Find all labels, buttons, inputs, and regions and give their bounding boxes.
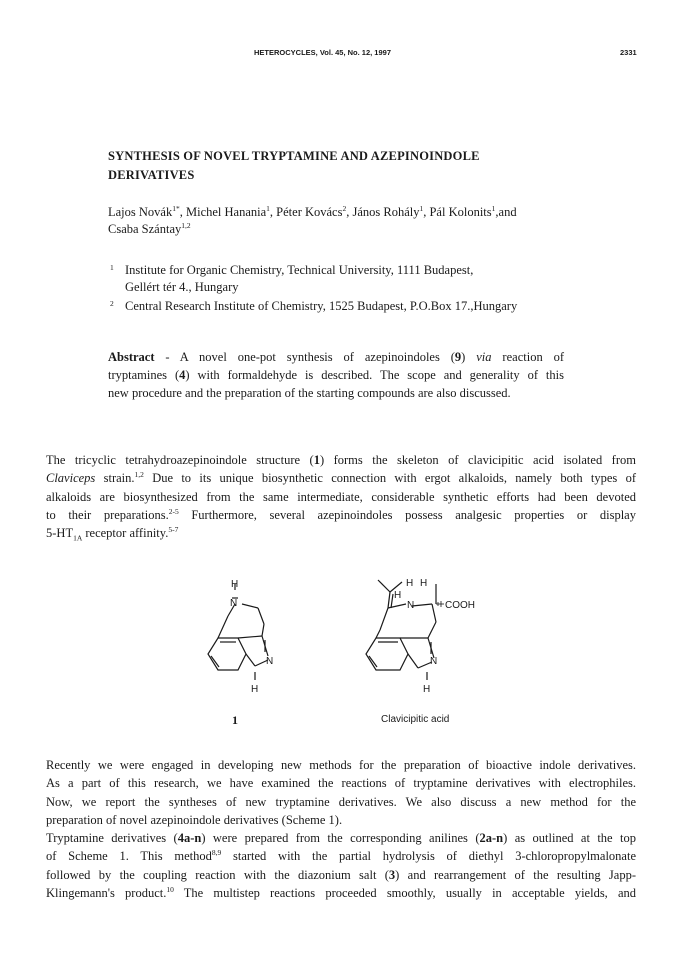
compound-ref: 4a-n bbox=[177, 831, 202, 846]
abstract-text: reaction of bbox=[491, 350, 565, 364]
cooh-label: COOH bbox=[445, 600, 475, 611]
subscript: 1A bbox=[73, 533, 83, 543]
title-line-1: SYNTHESIS OF NOVEL TRYPTAMINE AND AZEPINOINDOLE bbox=[108, 149, 480, 163]
compound-ref: 2a-n bbox=[479, 831, 504, 846]
atom-label: H bbox=[420, 578, 428, 589]
body-text: Now, we report the syntheses of new tryptamine derivatives. We also discuss a new method for the bbox=[46, 794, 636, 809]
author-tail: ,and bbox=[495, 205, 517, 219]
affiliations: 1 Institute for Organic Chemistry, Technical University, 1111 Budapest, Gellért tér 4., Hungary 2 Central Research Institute of Chemistry, 1525 Budapest, P.O.Box 17.,Hungary bbox=[110, 263, 518, 313]
author-name: Csaba Szántay bbox=[108, 221, 182, 236]
author-name: , János Rohály bbox=[346, 205, 420, 219]
body-text: strain. bbox=[95, 471, 135, 486]
wedge-bond bbox=[436, 601, 444, 607]
body-text: The multistep reactions proceeded smoothly, usually in acceptable yields, and bbox=[173, 886, 637, 901]
author-sup: 1 bbox=[491, 203, 496, 213]
body-text: As a part of this research, we have examined the reactions of tryptamine derivatives with electrophiles. bbox=[46, 776, 636, 791]
abstract-text: ) with formaldehyde is described. The scope and generality of this bbox=[185, 368, 564, 382]
paper-title bbox=[108, 147, 480, 185]
body-text: ) forms the skeleton of clavicipitic acid isolated from bbox=[319, 453, 636, 467]
compound-ref: 9 bbox=[454, 350, 462, 364]
body-text: Claviceps bbox=[46, 471, 96, 486]
abstract-label: Abstract bbox=[108, 350, 155, 364]
citation: 10 bbox=[166, 884, 174, 894]
compound-ref: 3 bbox=[388, 867, 396, 882]
body-text: of Scheme 1. This method bbox=[46, 849, 212, 864]
body-text: ) as outlined at the top bbox=[503, 831, 636, 846]
author-sup: 1 bbox=[419, 203, 424, 213]
structure-figure bbox=[180, 568, 500, 708]
body-text: The tricyclic tetrahydroazepinoindole structure ( bbox=[46, 453, 314, 467]
affiliation-2: Central Research Institute of Chemistry, 1525 Budapest, P.O.Box 17.,Hungary bbox=[125, 299, 518, 313]
body-text: Klingemann's product. bbox=[46, 886, 167, 901]
body-text: started with the partial hydrolysis of diethyl 3-chloropropylmalonate bbox=[221, 849, 636, 864]
atom-label: H bbox=[231, 579, 239, 590]
author-name: , Pál Kolonits bbox=[423, 205, 492, 219]
body-text: Due to its unique biosynthetic connection with ergot alkaloids, namely both types of bbox=[143, 471, 636, 486]
body-text: Furthermore, several azepinoindoles possess analgesic properties or display bbox=[178, 507, 636, 522]
title-line-2: DERIVATIVES bbox=[108, 168, 195, 182]
author-sup: 1* bbox=[172, 203, 180, 213]
abstract bbox=[108, 348, 564, 402]
atom-label: H bbox=[251, 684, 259, 695]
author-sup: 1 bbox=[266, 203, 270, 213]
atom-label: H bbox=[423, 684, 431, 695]
compound-label-clavicipitic-acid: Clavicipitic acid bbox=[381, 714, 450, 725]
affiliation-1-line-2: Gellért tér 4., Hungary bbox=[125, 280, 239, 294]
citation: 8,9 bbox=[211, 848, 222, 858]
atom-label: H bbox=[394, 590, 402, 601]
author-name: , Michel Hanania bbox=[179, 205, 267, 219]
abstract-text: via bbox=[476, 350, 492, 364]
citation: 2-5 bbox=[168, 506, 179, 516]
body-text: 5-HT bbox=[46, 526, 74, 541]
structure-1 bbox=[208, 584, 268, 680]
compound-ref: 4 bbox=[179, 368, 186, 382]
author-sup: 2 bbox=[342, 203, 347, 213]
body-text: receptor affinity. bbox=[82, 526, 169, 541]
author-name: Lajos Novák bbox=[108, 205, 173, 219]
author-name: , Péter Kovács bbox=[269, 205, 343, 219]
atom-label: N bbox=[430, 656, 438, 667]
body-text: ) were prepared from the corresponding anilines ( bbox=[201, 831, 480, 846]
citation: 1,2 bbox=[134, 470, 144, 480]
author-sup: 1,2 bbox=[181, 220, 191, 230]
results-paragraph bbox=[46, 756, 636, 902]
body-text: Recently we were engaged in developing new methods for the preparation of bioactive indole derivatives. bbox=[46, 758, 636, 772]
atom-label: N bbox=[266, 656, 274, 667]
intro-paragraph bbox=[46, 451, 636, 542]
body-text: ) and rearrangement of the resulting Japp- bbox=[395, 867, 636, 882]
compound-label-1: 1 bbox=[232, 713, 238, 727]
author-list bbox=[108, 204, 578, 237]
compound-ref: 1 bbox=[313, 453, 320, 467]
citation: 5-7 bbox=[168, 525, 179, 535]
body-text: preparation of novel azepinoindole derivatives (Scheme 1). bbox=[46, 812, 343, 827]
abstract-text: - A novel one-pot synthesis of azepinoindoles ( bbox=[154, 350, 455, 364]
body-text: Tryptamine derivatives ( bbox=[46, 831, 178, 846]
body-text: followed by the coupling reaction with the diazonium salt ( bbox=[46, 867, 389, 882]
atom-label: N bbox=[407, 600, 415, 611]
page-number: 2331 bbox=[620, 48, 637, 57]
atom-label: H bbox=[406, 578, 414, 589]
abstract-text: tryptamines ( bbox=[108, 368, 180, 382]
body-text: to their preparations. bbox=[46, 507, 169, 522]
affiliation-1: Institute for Organic Chemistry, Technical University, 1111 Budapest, bbox=[125, 263, 474, 277]
abstract-text: new procedure and the preparation of the starting compounds are also discussed. bbox=[108, 386, 511, 400]
running-header: HETEROCYCLES, Vol. 45, No. 12, 1997 bbox=[254, 48, 391, 57]
abstract-text: ) bbox=[461, 350, 477, 364]
atom-label: N bbox=[230, 598, 238, 609]
body-text: alkaloids are biosynthesized from the same intermediate, considerable synthetic efforts had been devoted bbox=[46, 489, 636, 504]
